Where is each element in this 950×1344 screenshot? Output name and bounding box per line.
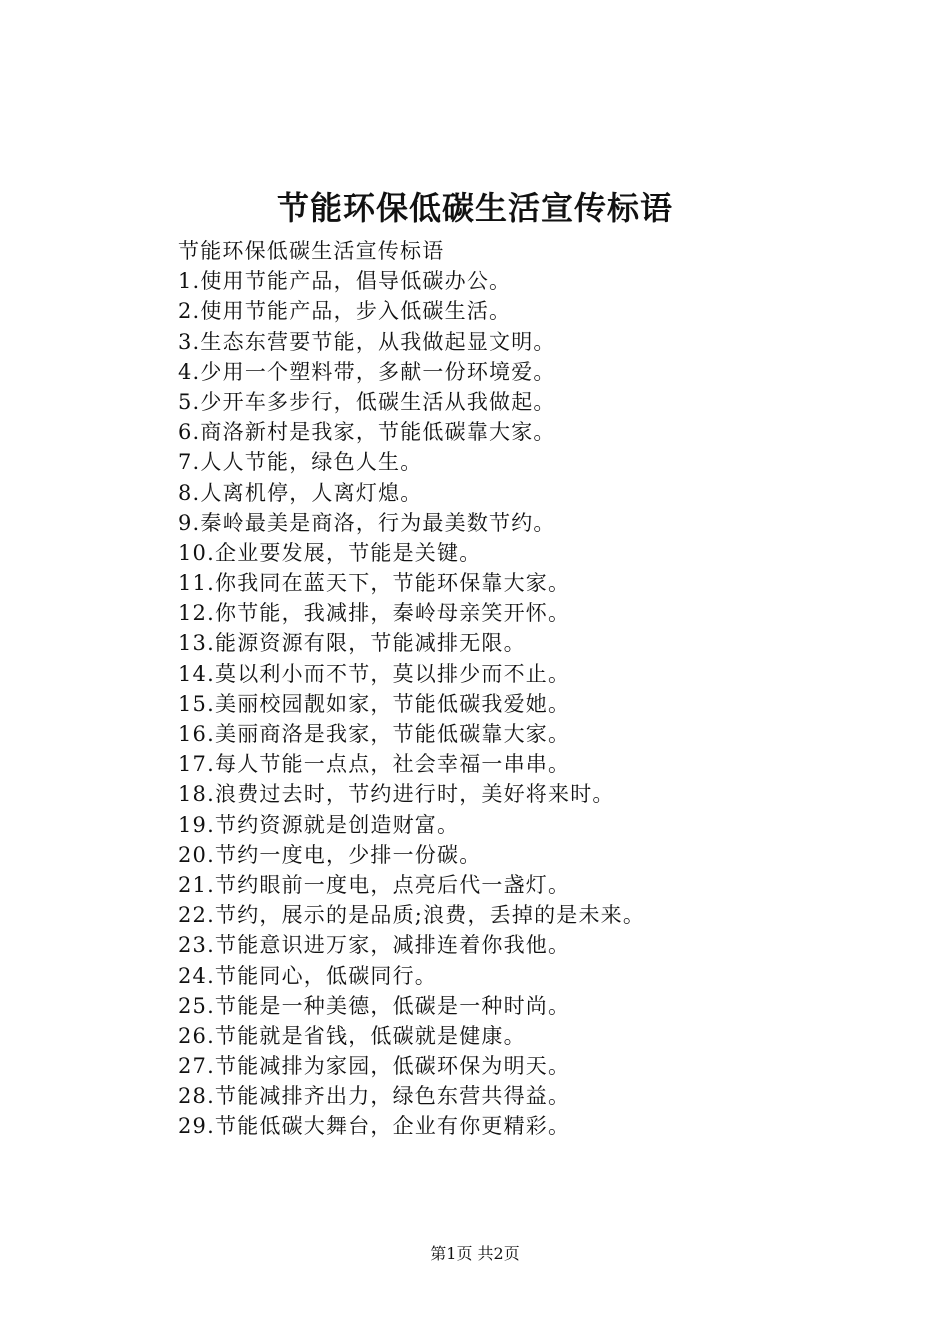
slogan-item: 26.节能就是省钱，低碳就是健康。 (178, 1023, 526, 1048)
slogan-list (178, 266, 918, 1141)
slogan-item: 28.节能减排齐出力，绿色东营共得益。 (178, 1084, 571, 1109)
slogan-item: 8.人离机停，人离灯熄。 (178, 480, 423, 505)
page-footer: 第1页 共2页 (430, 1244, 520, 1263)
slogan-item: 3.生态东营要节能，从我做起显文明。 (178, 329, 556, 354)
slogan-item: 9.秦岭最美是商洛，行为最美数节约。 (178, 510, 556, 535)
slogan-item: 23.节能意识进万家，减排连着你我他。 (178, 933, 571, 958)
slogan-item: 21.节约眼前一度电，点亮后代一盏灯。 (178, 872, 571, 897)
slogan-item: 16.美丽商洛是我家，节能低碳靠大家。 (178, 722, 571, 746)
slogan-item: 1.使用节能产品，倡导低碳办公。 (178, 269, 512, 294)
document-body (178, 236, 918, 1142)
slogan-item: 5.少开车多步行，低碳生活从我做起。 (178, 389, 556, 414)
slogan-item: 24.节能同心，低碳同行。 (178, 963, 437, 988)
slogan-item: 12.你节能，我减排，秦岭母亲笑开怀。 (178, 601, 571, 626)
slogan-item: 19.节约资源就是创造财富。 (178, 812, 460, 837)
slogan-item: 22.节约，展示的是品质;浪费，丢掉的是未来。 (178, 903, 646, 928)
slogan-item: 10.企业要发展，节能是关键。 (178, 540, 482, 565)
slogan-item: 6.商洛新村是我家，节能低碳靠大家。 (178, 420, 556, 445)
document-subtitle: 节能环保低碳生活宣传标语 (178, 239, 445, 263)
slogan-item: 18.浪费过去时，节约进行时，美好将来时。 (178, 782, 615, 807)
slogan-item: 29.节能低碳大舞台，企业有你更精彩。 (178, 1114, 571, 1139)
slogan-item: 15.美丽校园靓如家，节能低碳我爱她。 (178, 691, 571, 716)
slogan-item: 11.你我同在蓝天下，节能环保靠大家。 (178, 571, 571, 596)
slogan-item: 20.节约一度电，少排一份碳。 (178, 842, 482, 867)
slogan-item: 27.节能减排为家园，低碳环保为明天。 (178, 1054, 571, 1079)
page-title: 节能环保低碳生活宣传标语 (276, 189, 673, 227)
slogan-item: 13.能源资源有限，节能减排无限。 (178, 631, 526, 656)
slogan-item: 2.使用节能产品，步入低碳生活。 (178, 299, 512, 324)
slogan-item: 4.少用一个塑料带，多献一份环境爱。 (178, 359, 556, 384)
slogan-item: 14.莫以利小而不节，莫以排少而不止。 (178, 661, 571, 686)
slogan-item: 7.人人节能，绿色人生。 (178, 450, 423, 475)
slogan-item: 17.每人节能一点点，社会幸福一串串。 (178, 752, 571, 777)
slogan-item: 25.节能是一种美德，低碳是一种时尚。 (178, 993, 571, 1018)
